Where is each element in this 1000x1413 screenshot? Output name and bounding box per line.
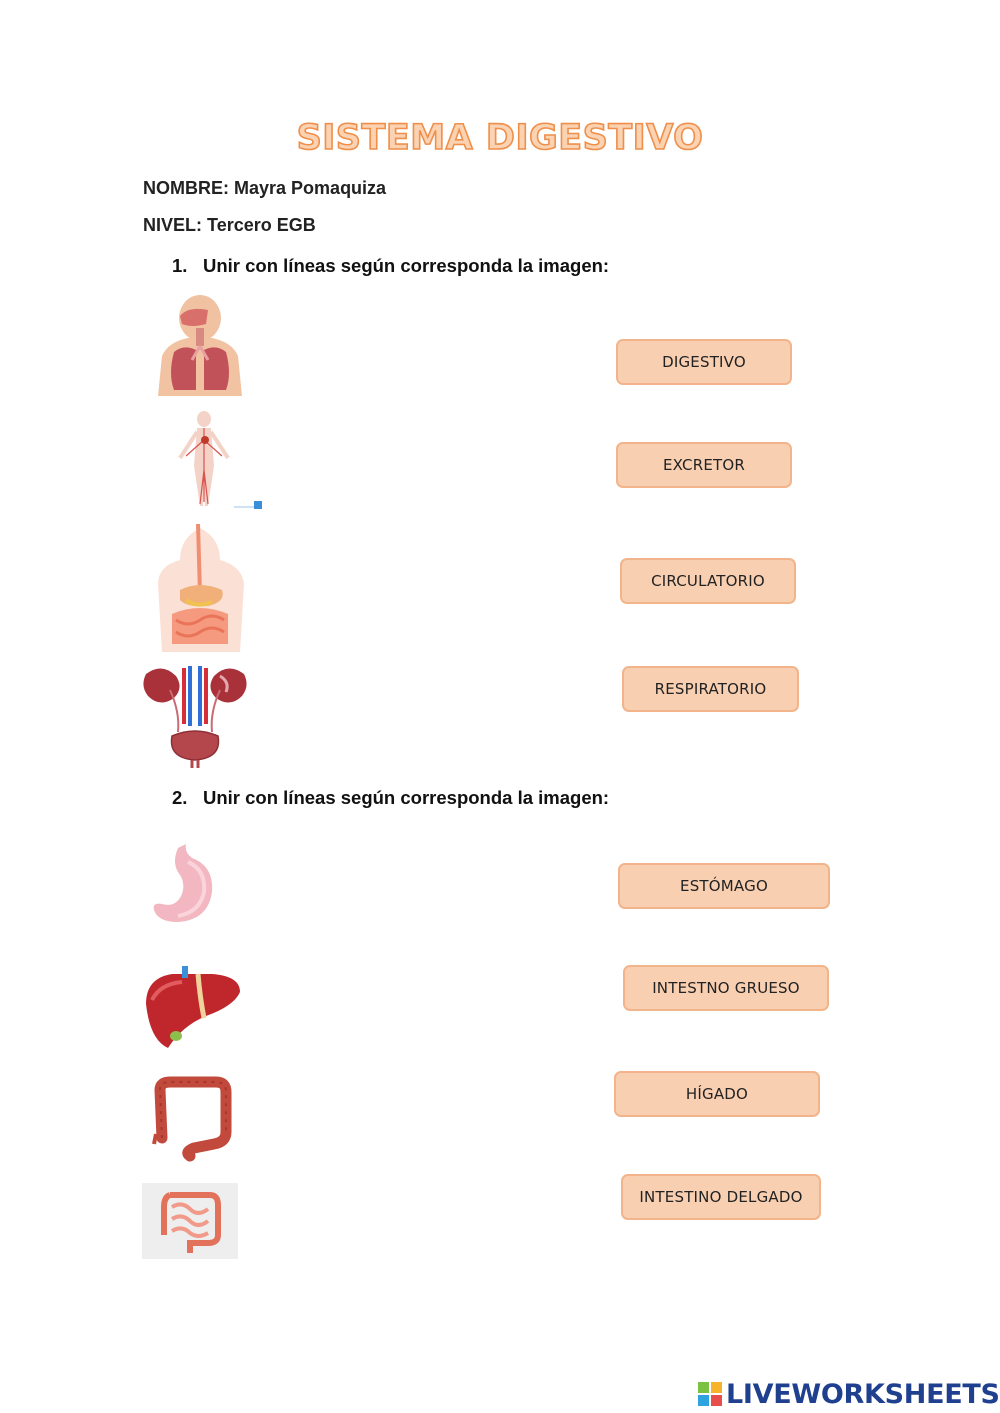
instruction-1 <box>172 255 609 277</box>
option-higado[interactable]: HÍGADO <box>614 1071 820 1117</box>
logo-text: LIVEWORKSHEETS <box>726 1378 1000 1410</box>
name-value: Mayra Pomaquiza <box>234 178 387 198</box>
liveworksheets-logo-icon <box>698 1382 722 1406</box>
name-field <box>143 178 386 199</box>
urinary-system-icon[interactable] <box>140 664 250 768</box>
instruction-2-number: 2. <box>172 787 188 808</box>
option-excretor[interactable]: EXCRETOR <box>616 442 792 488</box>
option-intestino-delgado[interactable]: INTESTINO DELGADO <box>621 1174 821 1220</box>
level-value: Tercero EGB <box>207 215 316 235</box>
stomach-icon[interactable] <box>148 842 224 926</box>
small-intestine-icon[interactable] <box>142 1183 238 1259</box>
worksheet-title: SISTEMA DIGESTIVO <box>296 118 704 158</box>
level-label: NIVEL: <box>143 215 203 235</box>
instruction-1-text: Unir con líneas según corresponda la imagen: <box>203 255 610 276</box>
option-circulatorio[interactable]: CIRCULATORIO <box>620 558 796 604</box>
option-estomago[interactable]: ESTÓMAGO <box>618 863 830 909</box>
name-label: NOMBRE: <box>143 178 229 198</box>
liveworksheets-logo[interactable] <box>698 1378 1000 1410</box>
option-intestino-grueso[interactable]: INTESTNO GRUESO <box>623 965 829 1011</box>
option-digestivo[interactable]: DIGESTIVO <box>616 339 792 385</box>
large-intestine-icon[interactable] <box>150 1076 234 1162</box>
instruction-2 <box>172 787 609 809</box>
liver-icon[interactable] <box>142 964 242 1054</box>
respiratory-system-icon[interactable] <box>148 294 252 396</box>
circulatory-system-icon[interactable] <box>172 410 264 510</box>
option-respiratorio[interactable]: RESPIRATORIO <box>622 666 799 712</box>
digestive-system-icon[interactable] <box>152 524 248 652</box>
level-field <box>143 215 316 236</box>
instruction-1-number: 1. <box>172 255 188 276</box>
instruction-2-text: Unir con líneas según corresponda la imagen: <box>203 787 610 808</box>
